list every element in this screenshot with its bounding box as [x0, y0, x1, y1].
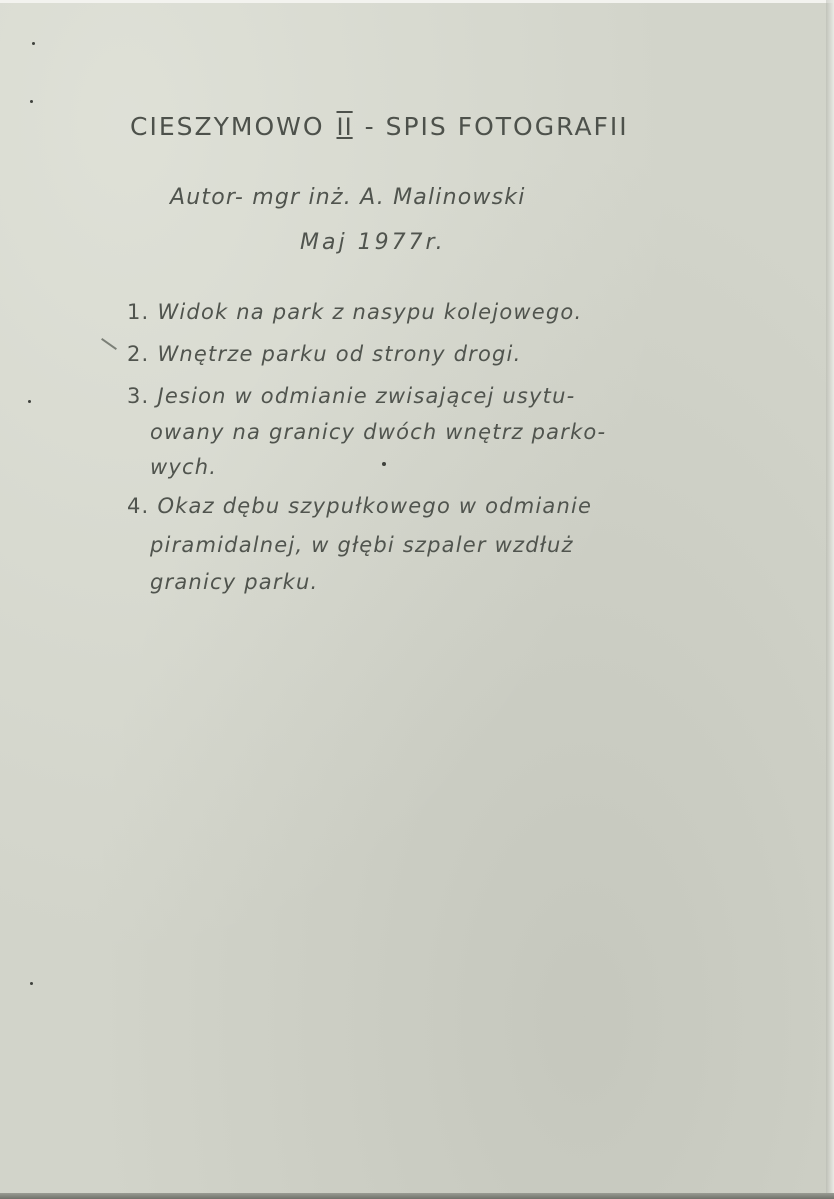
title-roman-numeral: II	[336, 113, 353, 141]
title-suffix: - SPIS FOTOGRAFII	[364, 112, 629, 141]
list-item-number: 2.	[127, 342, 150, 366]
paper-speck	[30, 100, 33, 103]
date-line: Maj 1977r.	[300, 230, 446, 255]
list-item-4-continuation: granicy parku.	[150, 570, 319, 594]
list-item-text: Okaz dębu szypułkowego w odmianie	[157, 494, 593, 518]
page-top-edge	[0, 0, 834, 3]
margin-mark	[101, 338, 117, 350]
list-item-2	[127, 342, 521, 366]
page-bottom-edge	[0, 1193, 834, 1199]
document-title	[130, 112, 629, 141]
paper-speck	[30, 982, 33, 985]
list-item-text: Wnętrze parku od strony drogi.	[157, 342, 522, 366]
list-item-3	[127, 384, 575, 408]
list-item-3-continuation: owany na granicy dwóch wnętrz parko-	[150, 420, 607, 444]
list-item-4-continuation: piramidalnej, w głębi szpaler wzdłuż	[150, 533, 574, 557]
paper-speck	[382, 462, 386, 466]
list-item-text: Widok na park z nasypu kolejowego.	[157, 300, 583, 324]
page-right-edge	[826, 0, 834, 1199]
list-item-4	[127, 494, 592, 518]
list-item-number: 3.	[127, 384, 150, 408]
list-item-number: 1.	[127, 300, 150, 324]
list-item-1	[127, 300, 582, 324]
list-item-number: 4.	[127, 494, 150, 518]
paper-speck	[32, 42, 35, 45]
list-item-3-continuation: wych.	[150, 455, 218, 479]
list-item-text: Jesion w odmianie zwisającej usytu-	[157, 384, 576, 408]
author-line: Autor- mgr inż. A. Malinowski	[170, 185, 526, 210]
paper-speck	[28, 400, 31, 403]
title-prefix: CIESZYMOWO	[130, 112, 325, 141]
